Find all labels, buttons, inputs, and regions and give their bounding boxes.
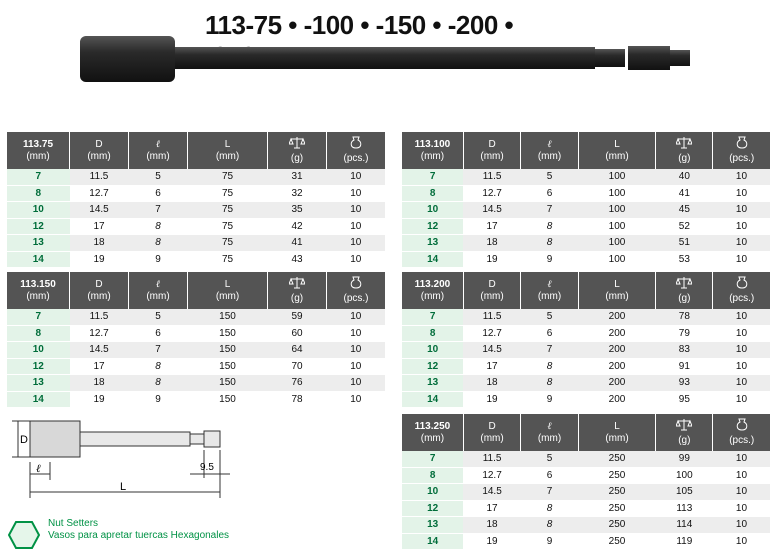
value-cell: 17 xyxy=(463,500,520,517)
value-cell: 7 xyxy=(521,202,578,219)
value-cell: 19 xyxy=(463,533,520,550)
table-row xyxy=(402,235,770,252)
value-cell: 41 xyxy=(656,185,713,202)
size-cell: 7 xyxy=(402,169,463,185)
diagram-hex-label: 9.5 xyxy=(200,462,214,473)
size-cell: 8 xyxy=(402,325,463,342)
value-cell: 18 xyxy=(463,517,520,534)
value-cell: 75 xyxy=(188,169,268,185)
scale-icon xyxy=(676,137,692,149)
value-cell: 18 xyxy=(70,235,129,252)
value-cell: 11.5 xyxy=(70,169,129,185)
size-cell: 14 xyxy=(7,391,70,408)
value-cell: 14.5 xyxy=(463,484,520,501)
value-cell: 8 xyxy=(521,500,578,517)
nut-setter-image xyxy=(80,22,720,92)
col-l: ℓ (mm) xyxy=(129,132,188,169)
size-cell: 13 xyxy=(7,235,70,252)
size-cell: 14 xyxy=(402,533,463,550)
value-cell: 75 xyxy=(188,202,268,219)
value-cell: 93 xyxy=(656,375,713,392)
scale-icon xyxy=(289,277,305,289)
value-cell: 14.5 xyxy=(70,202,129,219)
value-cell: 250 xyxy=(578,500,656,517)
size-cell: 13 xyxy=(7,375,70,392)
table-title: 113.150 (mm) xyxy=(7,272,70,309)
size-cell: 8 xyxy=(402,467,463,484)
value-cell: 10 xyxy=(327,309,386,325)
value-cell: 10 xyxy=(713,484,770,501)
footer-subtitle: Vasos para apretar tuercas Hexagonales xyxy=(48,530,230,541)
footer-title: Nut Setters xyxy=(48,518,99,529)
table-row xyxy=(402,358,770,375)
value-cell: 100 xyxy=(578,235,656,252)
table-row xyxy=(402,484,770,501)
value-cell: 10 xyxy=(713,235,770,252)
value-cell: 12.7 xyxy=(463,325,520,342)
value-cell: 75 xyxy=(188,235,268,252)
value-cell: 19 xyxy=(463,391,520,408)
size-cell: 8 xyxy=(7,185,70,202)
value-cell: 10 xyxy=(713,169,770,185)
value-cell: 17 xyxy=(463,218,520,235)
bag-icon xyxy=(349,136,363,149)
value-cell: 150 xyxy=(188,342,268,359)
col-d: D (mm) xyxy=(463,132,520,169)
value-cell: 75 xyxy=(188,251,268,268)
value-cell: 79 xyxy=(656,325,713,342)
col-g: (g) xyxy=(656,414,713,451)
col-l: ℓ (mm) xyxy=(521,272,578,309)
col-L: L (mm) xyxy=(578,132,656,169)
value-cell: 59 xyxy=(268,309,327,325)
value-cell: 10 xyxy=(713,451,770,467)
value-cell: 5 xyxy=(521,309,578,325)
value-cell: 8 xyxy=(521,235,578,252)
value-cell: 70 xyxy=(268,358,327,375)
value-cell: 200 xyxy=(578,325,656,342)
table-row xyxy=(7,235,385,252)
value-cell: 200 xyxy=(578,309,656,325)
value-cell: 60 xyxy=(268,325,327,342)
value-cell: 10 xyxy=(327,375,386,392)
table-title: 113.75 (mm) xyxy=(7,132,70,169)
table-row xyxy=(7,251,385,268)
value-cell: 75 xyxy=(188,218,268,235)
spec-table-1 xyxy=(402,132,770,268)
value-cell: 41 xyxy=(268,235,327,252)
value-cell: 18 xyxy=(463,235,520,252)
value-cell: 100 xyxy=(656,467,713,484)
value-cell: 8 xyxy=(521,218,578,235)
value-cell: 10 xyxy=(713,517,770,534)
table-row xyxy=(7,218,385,235)
value-cell: 10 xyxy=(327,358,386,375)
spec-table-3 xyxy=(402,272,770,408)
value-cell: 5 xyxy=(521,451,578,467)
table-row xyxy=(7,185,385,202)
col-L: L (mm) xyxy=(578,272,656,309)
value-cell: 7 xyxy=(521,342,578,359)
value-cell: 200 xyxy=(578,375,656,392)
spec-table-0 xyxy=(7,132,385,268)
size-cell: 10 xyxy=(402,342,463,359)
value-cell: 114 xyxy=(656,517,713,534)
table-title: 113.250 (mm) xyxy=(402,414,463,451)
col-pcs: (pcs.) xyxy=(713,414,770,451)
table-row xyxy=(402,451,770,467)
col-d: D (mm) xyxy=(70,132,129,169)
size-cell: 7 xyxy=(402,451,463,467)
value-cell: 119 xyxy=(656,533,713,550)
value-cell: 11.5 xyxy=(463,309,520,325)
col-l: ℓ (mm) xyxy=(129,272,188,309)
value-cell: 100 xyxy=(578,251,656,268)
table-row xyxy=(402,251,770,268)
value-cell: 64 xyxy=(268,342,327,359)
value-cell: 14.5 xyxy=(70,342,129,359)
col-g: (g) xyxy=(656,272,713,309)
scale-icon xyxy=(289,137,305,149)
bag-icon xyxy=(349,276,363,289)
value-cell: 10 xyxy=(713,375,770,392)
value-cell: 11.5 xyxy=(70,309,129,325)
col-l: ℓ (mm) xyxy=(521,132,578,169)
size-cell: 10 xyxy=(402,202,463,219)
value-cell: 10 xyxy=(713,391,770,408)
table-row xyxy=(7,391,385,408)
value-cell: 12.7 xyxy=(70,325,129,342)
value-cell: 10 xyxy=(327,202,386,219)
size-cell: 12 xyxy=(7,218,70,235)
value-cell: 10 xyxy=(327,185,386,202)
value-cell: 9 xyxy=(521,251,578,268)
value-cell: 150 xyxy=(188,375,268,392)
table-row xyxy=(402,309,770,325)
value-cell: 18 xyxy=(70,375,129,392)
value-cell: 10 xyxy=(327,235,386,252)
value-cell: 78 xyxy=(268,391,327,408)
value-cell: 51 xyxy=(656,235,713,252)
col-L: L (mm) xyxy=(578,414,656,451)
value-cell: 6 xyxy=(521,325,578,342)
bag-icon xyxy=(735,276,749,289)
value-cell: 8 xyxy=(521,358,578,375)
spec-table-4 xyxy=(402,414,770,550)
value-cell: 113 xyxy=(656,500,713,517)
table-row xyxy=(402,325,770,342)
value-cell: 8 xyxy=(129,375,188,392)
value-cell: 100 xyxy=(578,202,656,219)
value-cell: 250 xyxy=(578,451,656,467)
col-L: L (mm) xyxy=(188,132,268,169)
value-cell: 250 xyxy=(578,467,656,484)
size-cell: 12 xyxy=(402,358,463,375)
value-cell: 10 xyxy=(327,218,386,235)
value-cell: 10 xyxy=(713,251,770,268)
value-cell: 10 xyxy=(327,325,386,342)
diagram-d-label: D xyxy=(20,434,28,446)
value-cell: 8 xyxy=(129,358,188,375)
size-cell: 10 xyxy=(7,202,70,219)
value-cell: 19 xyxy=(70,391,129,408)
table-row xyxy=(7,309,385,325)
value-cell: 6 xyxy=(129,325,188,342)
col-d: D (mm) xyxy=(463,272,520,309)
value-cell: 83 xyxy=(656,342,713,359)
col-pcs: (pcs.) xyxy=(327,132,386,169)
size-cell: 13 xyxy=(402,517,463,534)
value-cell: 35 xyxy=(268,202,327,219)
value-cell: 10 xyxy=(327,391,386,408)
col-g: (g) xyxy=(656,132,713,169)
dimension-diagram xyxy=(8,418,233,508)
scale-icon xyxy=(676,277,692,289)
value-cell: 10 xyxy=(713,500,770,517)
page-title: 113-75 • -100 • -150 • -200 • xyxy=(205,10,514,40)
value-cell: 100 xyxy=(578,185,656,202)
table-title: 113.100 (mm) xyxy=(402,132,463,169)
value-cell: 200 xyxy=(578,358,656,375)
size-cell: 13 xyxy=(402,375,463,392)
size-cell: 8 xyxy=(402,185,463,202)
value-cell: 14.5 xyxy=(463,202,520,219)
size-cell: 12 xyxy=(402,218,463,235)
value-cell: 78 xyxy=(656,309,713,325)
value-cell: 10 xyxy=(713,533,770,550)
value-cell: 10 xyxy=(713,309,770,325)
bag-icon xyxy=(735,418,749,431)
value-cell: 10 xyxy=(713,218,770,235)
value-cell: 8 xyxy=(129,235,188,252)
value-cell: 76 xyxy=(268,375,327,392)
table-row xyxy=(402,391,770,408)
value-cell: 8 xyxy=(129,218,188,235)
size-cell: 13 xyxy=(402,235,463,252)
table-row xyxy=(7,358,385,375)
value-cell: 42 xyxy=(268,218,327,235)
size-cell: 14 xyxy=(7,251,70,268)
table-row xyxy=(7,342,385,359)
value-cell: 53 xyxy=(656,251,713,268)
value-cell: 10 xyxy=(713,358,770,375)
value-cell: 250 xyxy=(578,533,656,550)
col-g: (g) xyxy=(268,132,327,169)
value-cell: 10 xyxy=(713,467,770,484)
table-row xyxy=(402,467,770,484)
value-cell: 7 xyxy=(521,484,578,501)
value-cell: 6 xyxy=(129,185,188,202)
col-pcs: (pcs.) xyxy=(713,132,770,169)
value-cell: 17 xyxy=(70,358,129,375)
value-cell: 75 xyxy=(188,185,268,202)
value-cell: 200 xyxy=(578,342,656,359)
table-row xyxy=(402,185,770,202)
value-cell: 17 xyxy=(70,218,129,235)
value-cell: 10 xyxy=(327,342,386,359)
value-cell: 105 xyxy=(656,484,713,501)
value-cell: 11.5 xyxy=(463,451,520,467)
table-row xyxy=(402,533,770,550)
value-cell: 17 xyxy=(463,358,520,375)
table-row xyxy=(7,169,385,185)
value-cell: 150 xyxy=(188,358,268,375)
value-cell: 7 xyxy=(129,202,188,219)
value-cell: 150 xyxy=(188,309,268,325)
table-row xyxy=(402,218,770,235)
col-l: ℓ (mm) xyxy=(521,414,578,451)
size-cell: 7 xyxy=(402,309,463,325)
table-title: 113.200 (mm) xyxy=(402,272,463,309)
value-cell: 6 xyxy=(521,467,578,484)
table-row xyxy=(402,517,770,534)
col-pcs: (pcs.) xyxy=(713,272,770,309)
col-L: L (mm) xyxy=(188,272,268,309)
diagram-L-label: L xyxy=(120,481,127,493)
value-cell: 12.7 xyxy=(463,185,520,202)
value-cell: 6 xyxy=(521,185,578,202)
table-row xyxy=(402,202,770,219)
value-cell: 52 xyxy=(656,218,713,235)
table-row xyxy=(7,375,385,392)
bag-icon xyxy=(735,136,749,149)
value-cell: 12.7 xyxy=(70,185,129,202)
value-cell: 91 xyxy=(656,358,713,375)
size-cell: 14 xyxy=(402,251,463,268)
value-cell: 95 xyxy=(656,391,713,408)
value-cell: 8 xyxy=(521,517,578,534)
value-cell: 150 xyxy=(188,325,268,342)
value-cell: 10 xyxy=(327,251,386,268)
value-cell: 150 xyxy=(188,391,268,408)
value-cell: 100 xyxy=(578,218,656,235)
value-cell: 99 xyxy=(656,451,713,467)
value-cell: 9 xyxy=(521,391,578,408)
value-cell: 10 xyxy=(713,325,770,342)
value-cell: 11.5 xyxy=(463,169,520,185)
size-cell: 8 xyxy=(7,325,70,342)
col-d: D (mm) xyxy=(70,272,129,309)
size-cell: 10 xyxy=(7,342,70,359)
value-cell: 19 xyxy=(463,251,520,268)
value-cell: 45 xyxy=(656,202,713,219)
size-cell: 12 xyxy=(7,358,70,375)
value-cell: 5 xyxy=(521,169,578,185)
diagram-l-label: ℓ xyxy=(36,463,41,475)
table-row xyxy=(402,342,770,359)
value-cell: 32 xyxy=(268,185,327,202)
table-row xyxy=(402,500,770,517)
value-cell: 5 xyxy=(129,309,188,325)
size-cell: 12 xyxy=(402,500,463,517)
value-cell: 100 xyxy=(578,169,656,185)
value-cell: 250 xyxy=(578,517,656,534)
size-cell: 14 xyxy=(402,391,463,408)
table-row xyxy=(402,375,770,392)
value-cell: 19 xyxy=(70,251,129,268)
value-cell: 8 xyxy=(521,375,578,392)
value-cell: 10 xyxy=(713,342,770,359)
value-cell: 9 xyxy=(129,391,188,408)
value-cell: 12.7 xyxy=(463,467,520,484)
size-cell: 10 xyxy=(402,484,463,501)
col-d: D (mm) xyxy=(463,414,520,451)
table-row xyxy=(402,169,770,185)
value-cell: 5 xyxy=(129,169,188,185)
col-pcs: (pcs.) xyxy=(327,272,386,309)
hexagon-icon xyxy=(8,520,40,550)
value-cell: 18 xyxy=(463,375,520,392)
value-cell: 10 xyxy=(713,185,770,202)
table-row xyxy=(7,202,385,219)
value-cell: 250 xyxy=(578,484,656,501)
table-row xyxy=(7,325,385,342)
value-cell: 40 xyxy=(656,169,713,185)
size-cell: 7 xyxy=(7,169,70,185)
value-cell: 31 xyxy=(268,169,327,185)
value-cell: 43 xyxy=(268,251,327,268)
value-cell: 10 xyxy=(713,202,770,219)
col-g: (g) xyxy=(268,272,327,309)
value-cell: 14.5 xyxy=(463,342,520,359)
spec-table-2 xyxy=(7,272,385,408)
value-cell: 9 xyxy=(521,533,578,550)
size-cell: 7 xyxy=(7,309,70,325)
value-cell: 9 xyxy=(129,251,188,268)
value-cell: 10 xyxy=(327,169,386,185)
value-cell: 200 xyxy=(578,391,656,408)
scale-icon xyxy=(676,419,692,431)
value-cell: 7 xyxy=(129,342,188,359)
